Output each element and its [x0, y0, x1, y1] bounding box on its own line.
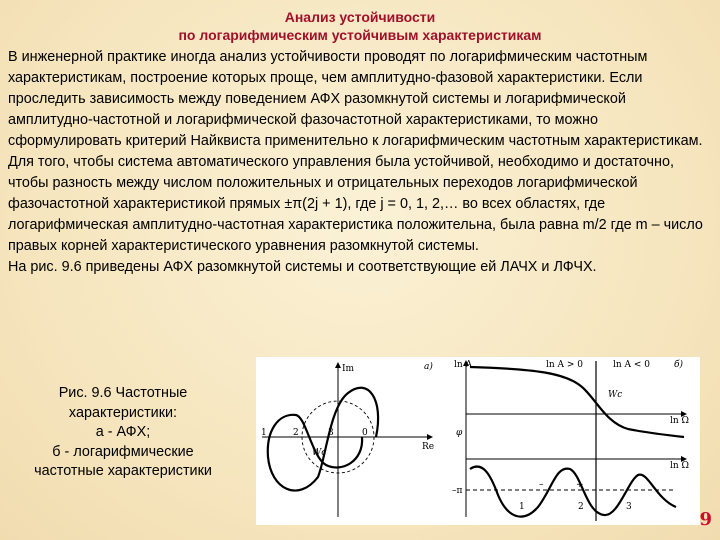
caption-line-1: Рис. 9.6 Частотные: [58, 385, 188, 401]
frequency-figure: [256, 357, 700, 525]
caption-line-3: а - АФХ;: [95, 424, 151, 440]
paragraph-1: В инженерной практике иногда анализ устойчивости проводят по логарифмическим частотным характеристикам, построение которых проще, чем амплитудно-фазовой характеристики. Если проследить зависимость между поведением АФХ разомкнутой системы и логарифмической амплитудно-частотной и логарифмической фазочастотной характеристиками, то можно сформулировать критерий Найквиста применительно к логарифмическим частотным характеристикам.: [8, 49, 703, 149]
re-label: Re: [422, 442, 435, 452]
paragraph-3: На рис. 9.6 приведены АФХ разомкнутой системы и соответствующие ей ЛАЧХ и ЛФЧХ.: [8, 259, 597, 275]
caption-line-4: б - логарифмические: [52, 443, 194, 460]
figure-caption: [4, 384, 242, 482]
lna-negative-label: ln A < 0: [613, 360, 651, 370]
bode-point-3: 3: [626, 502, 632, 512]
bode-panel: [452, 359, 689, 521]
negative-crossing-sign: –: [539, 480, 544, 490]
minus-pi-label: –π: [452, 486, 463, 496]
ln-omega-label-1: ln Ω: [670, 416, 689, 426]
caption-line-2: характеристики:: [68, 404, 178, 421]
positive-crossing-sign: +: [576, 480, 584, 490]
nyquist-panel: [261, 361, 434, 517]
ln-omega-label-2: ln Ω: [670, 461, 689, 471]
bode-wc-label: Wc: [608, 390, 623, 400]
lna-axis-label: ln A: [454, 360, 473, 370]
title-line-1: Анализ устойчивости: [284, 9, 436, 25]
nyquist-wc-label: Wc: [312, 448, 327, 458]
nyquist-curve: [268, 388, 378, 491]
nyquist-point-3: 3: [328, 428, 334, 438]
nyquist-point-0: 0: [362, 428, 368, 438]
panel-b-label: б): [674, 360, 684, 370]
title-line-2: по логарифмическим устойчивым характеристикам: [178, 27, 542, 43]
im-label: Im: [342, 364, 355, 374]
lna-positive-label: ln A > 0: [546, 360, 584, 370]
phi-axis-label: φ: [456, 428, 463, 438]
page-number: 9: [699, 509, 712, 530]
bode-point-2: 2: [578, 502, 584, 512]
figure-svg: [256, 357, 700, 525]
body-text: [8, 47, 714, 278]
slide-title: [0, 8, 720, 44]
bode-point-1: 1: [519, 502, 525, 512]
nyquist-point-2: 2: [293, 428, 299, 438]
paragraph-2: Для того, чтобы система автоматического управления была устойчивой, необходимо и достаточно, чтобы разность между числом положительных и отрицательных переходов логарифмической фазочастотной характеристикой прямых ±π(2j + 1), где j = 0, 1, 2,… во всех областях, где логарифмическая амплитудно-частотная характеристика положительна, была равна m/2 где m – число правых корней характеристического уравнения разомкнутой системы.: [8, 154, 703, 254]
panel-a-label: а): [424, 362, 433, 372]
nyquist-point-1: 1: [261, 428, 267, 438]
caption-line-5: частотные характеристики: [34, 463, 212, 479]
lafc-curve: [470, 367, 684, 437]
lpfc-curve: [470, 467, 676, 517]
